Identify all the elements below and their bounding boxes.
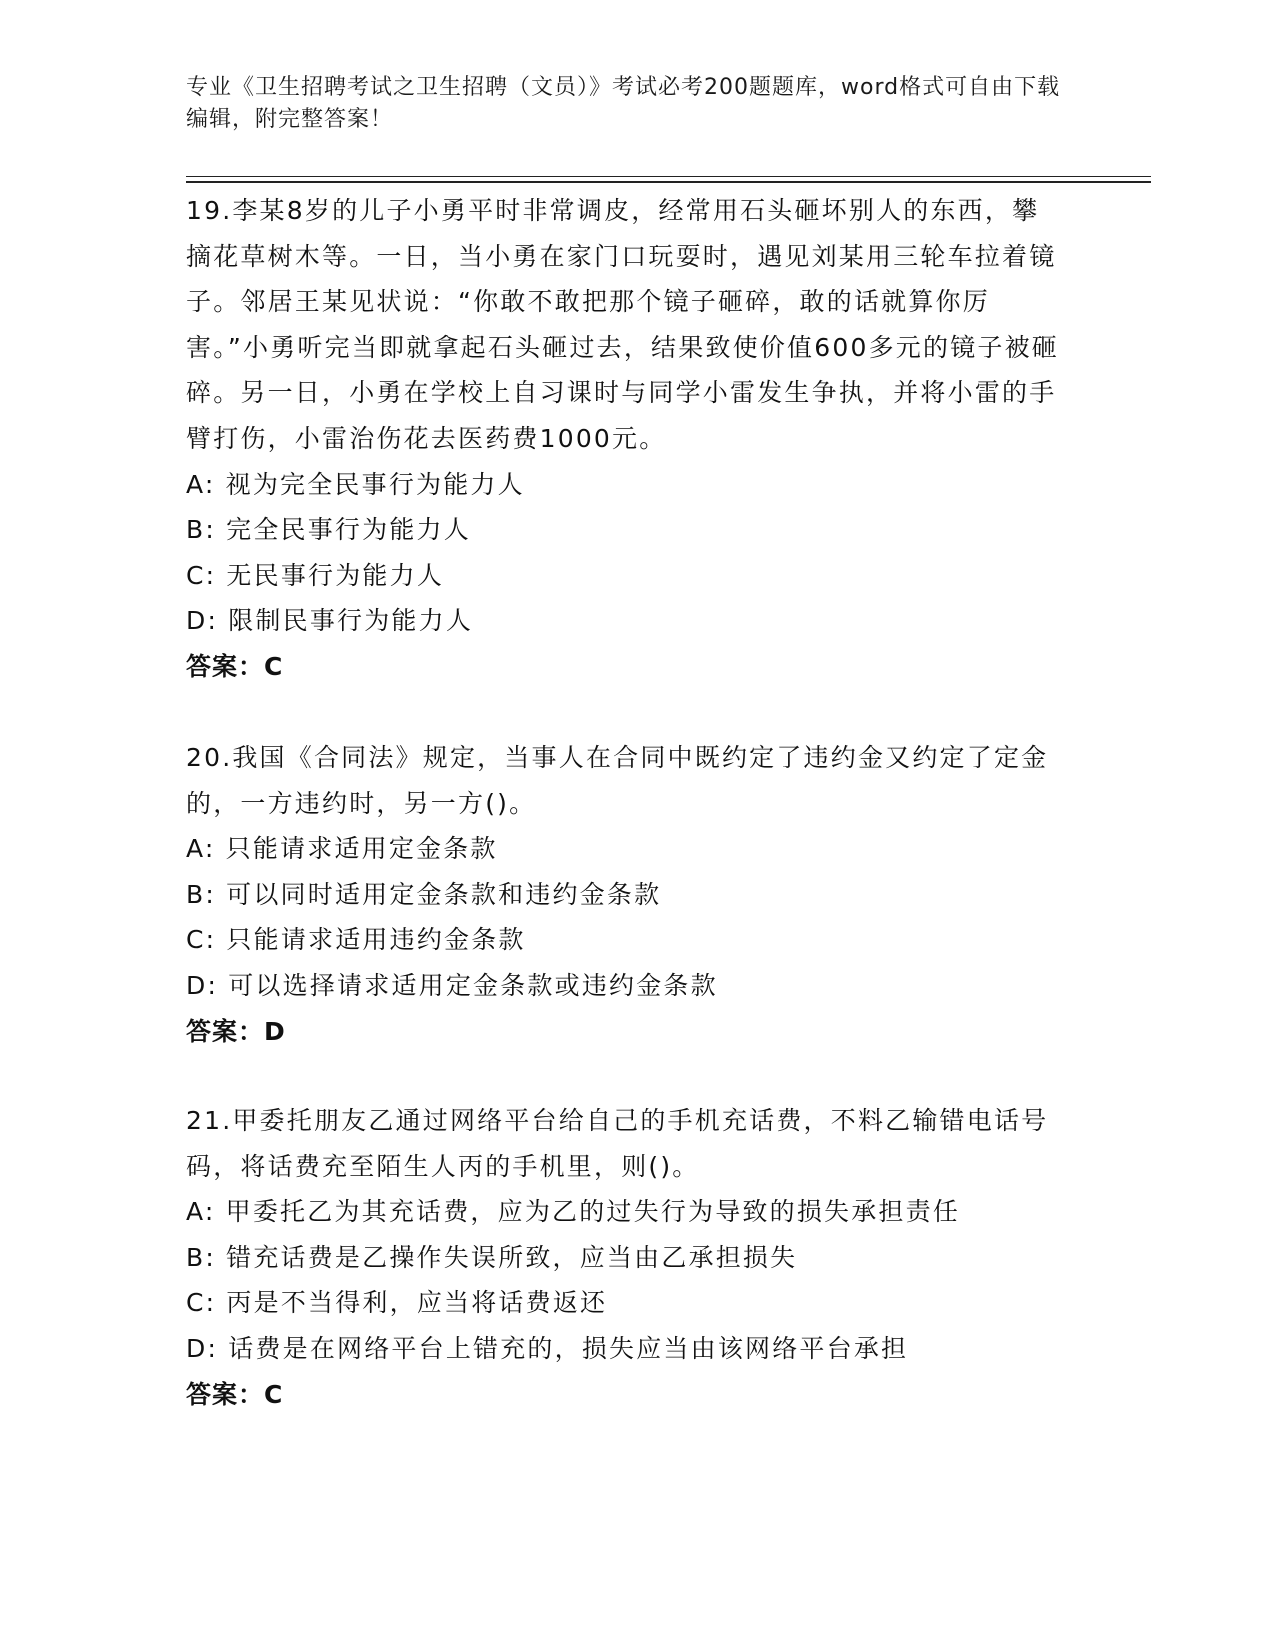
answer: 答案：C [186,651,284,681]
question-stem: 21.甲委托朋友乙通过网络平台给自己的手机充话费，不料乙输错电话号码，将话费充至陌生人丙的手机里，则()。 [186,1106,1049,1181]
question-19 [186,188,1066,690]
option-b: B: 完全民事行为能力人 [186,515,471,545]
header-rule-thick [186,181,1151,183]
option-c: C: 丙是不当得利，应当将话费返还 [186,1288,608,1318]
option-d: D: 限制民事行为能力人 [186,606,474,636]
question-21 [186,1098,1066,1417]
header-rule-thin [186,176,1151,177]
option-c: C: 只能请求适用违约金条款 [186,925,526,955]
option-b: B: 可以同时适用定金条款和违约金条款 [186,879,662,909]
option-d: D: 话费是在网络平台上错充的，损失应当由该网络平台承担 [186,1333,909,1363]
option-c: C: 无民事行为能力人 [186,560,445,590]
page-header: 专业《卫生招聘考试之卫生招聘（文员）》考试必考200题题库，word格式可自由下载编辑，附完整答案！ [186,75,1061,132]
answer: 答案：D [186,1016,286,1046]
option-a: A: 只能请求适用定金条款 [186,834,498,864]
answer: 答案：C [186,1379,284,1409]
option-b: B: 错充话费是乙操作失误所致，应当由乙承担损失 [186,1242,798,1272]
question-20 [186,735,1066,1054]
question-stem: 19.李某8岁的儿子小勇平时非常调皮，经常用石头砸坏别人的东西，攀摘花草树木等。一日，当小勇在家门口玩耍时，遇见刘某用三轮车拉着镜子。邻居王某见状说：“你敢不敢把那个镜子砸碎，敢的话就算你厉害。”小勇听完当即就拿起石头砸过去，结果致使价值600多元的镜子被砸碎。另一日，小勇在学校上自习课时与同学小雷发生争执，并将小雷的手臂打伤，小雷治伤花去医药费1000元。 [186,196,1059,453]
option-a: A: 甲委托乙为其充话费，应为乙的过失行为导致的损失承担责任 [186,1197,961,1227]
option-a: A: 视为完全民事行为能力人 [186,469,525,499]
question-stem: 20.我国《合同法》规定，当事人在合同中既约定了违约金又约定了定金的，一方违约时，另一方()。 [186,743,1049,818]
option-d: D: 可以选择请求适用定金条款或违约金条款 [186,970,718,1000]
